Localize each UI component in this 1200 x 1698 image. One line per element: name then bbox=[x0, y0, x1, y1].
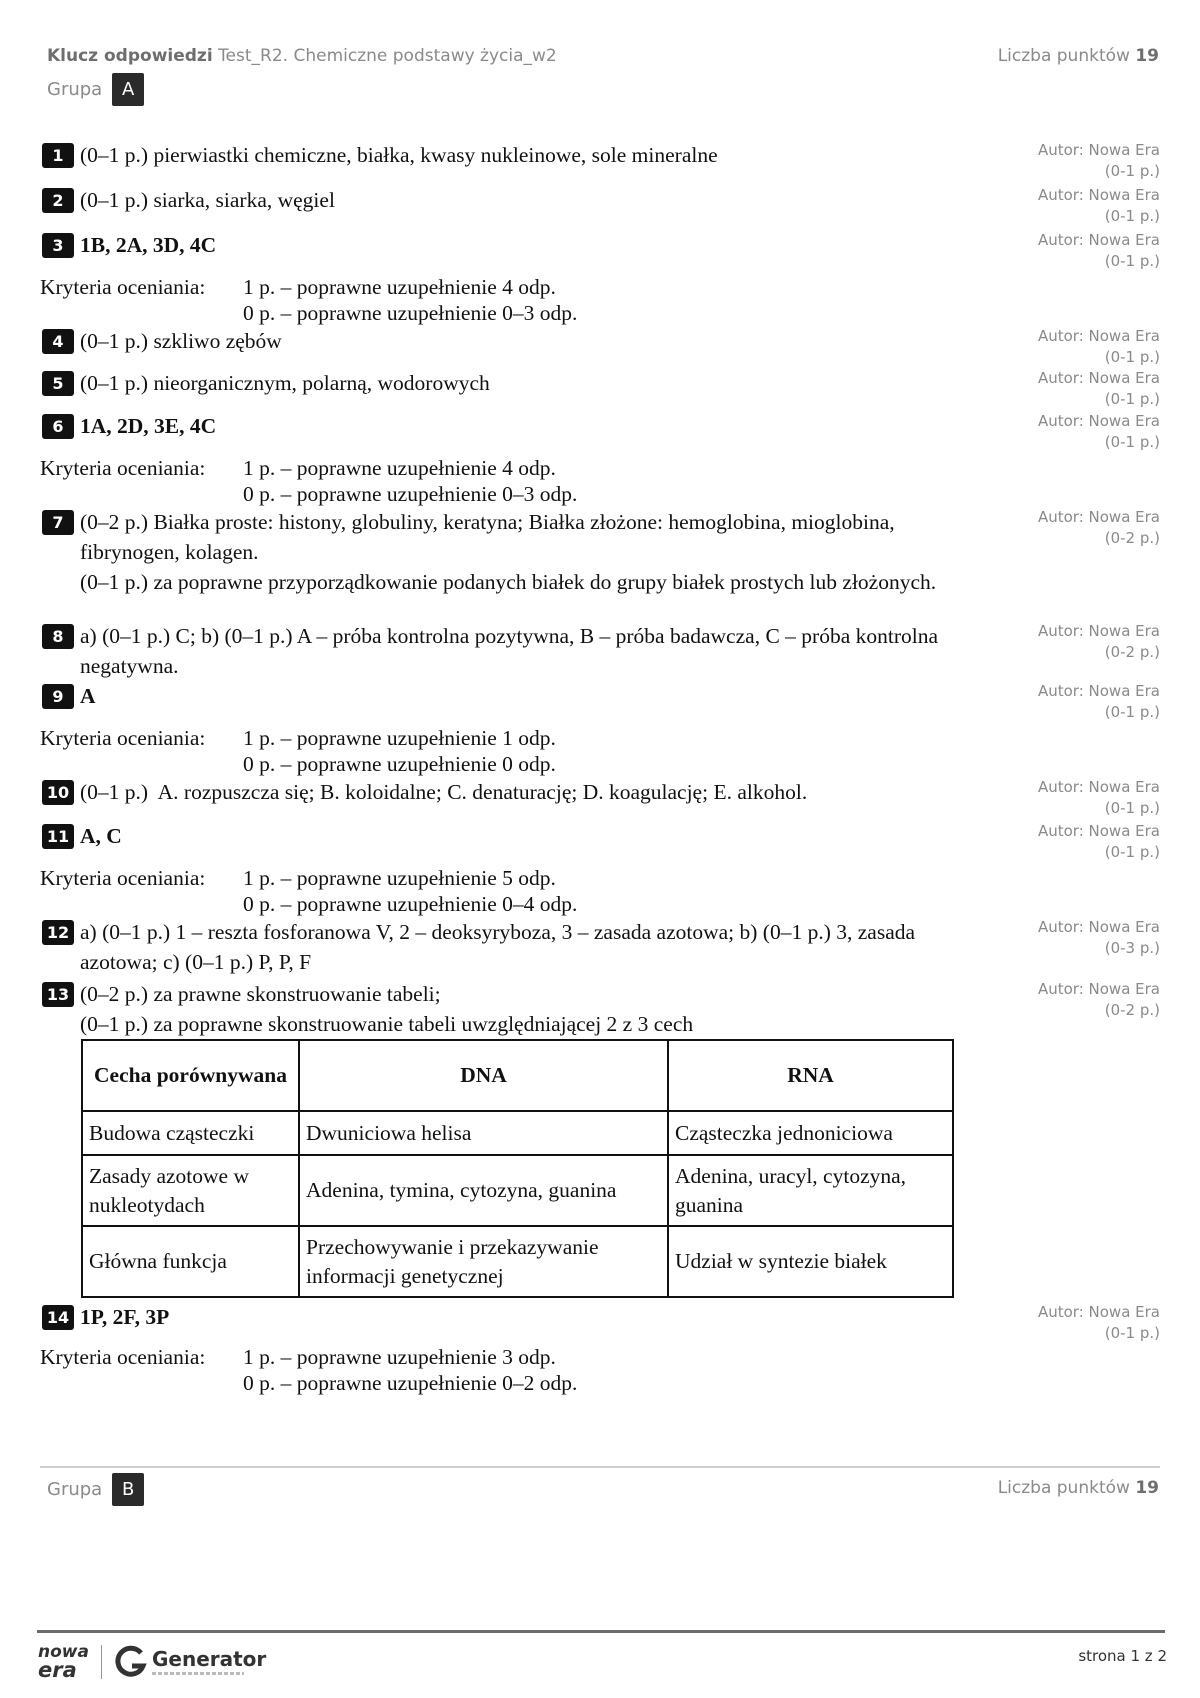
table-cell: Przechowywanie i przekazywanie informacji genetycznej bbox=[299, 1226, 668, 1297]
question-meta bbox=[1038, 1302, 1160, 1344]
author-label: Autor: Nowa Era bbox=[1037, 231, 1160, 249]
question-meta bbox=[1038, 917, 1160, 959]
points-label: (0-1 p.) bbox=[1104, 207, 1160, 225]
table-cell: Zasady azotowe w nukleotydach bbox=[82, 1155, 299, 1226]
grading-criteria bbox=[40, 725, 1160, 777]
criteria-line: 1 p. – poprawne uzupełnienie 3 odp. bbox=[243, 1345, 556, 1369]
answer-text: (0–2 p.) Białka proste: histony, globuliny, keratyna; Białka złożone: hemoglobina, mioglobina, fibrynogen, kolagen. bbox=[80, 510, 895, 564]
grading-criteria bbox=[40, 865, 1160, 917]
answer-text: (0–1 p.) A. rozpuszcza się; B. koloidalne; C. denaturację; D. koagulację; E. alkohol. bbox=[80, 780, 808, 804]
points-label: (0-3 p.) bbox=[1104, 939, 1160, 957]
question-number: 10 bbox=[42, 780, 74, 805]
criteria-line: 0 p. – poprawne uzupełnienie 0–4 odp. bbox=[243, 892, 578, 916]
question-3 bbox=[40, 230, 1160, 274]
question-meta bbox=[1038, 777, 1160, 819]
author-label: Autor: Nowa Era bbox=[1037, 622, 1160, 640]
question-7 bbox=[40, 507, 1160, 621]
question-number: 2 bbox=[42, 188, 74, 213]
question-number: 3 bbox=[42, 233, 74, 258]
table-cell: Udział w syntezie białek bbox=[668, 1226, 953, 1297]
points-label: (0-1 p.) bbox=[1104, 703, 1160, 721]
question-number: 12 bbox=[42, 920, 74, 945]
points-label: (0-1 p.) bbox=[1104, 252, 1160, 270]
author-label: Autor: Nowa Era bbox=[1037, 186, 1160, 204]
group-b-heading bbox=[47, 1473, 144, 1506]
question-number: 8 bbox=[42, 624, 74, 649]
question-13 bbox=[40, 979, 1160, 1039]
points-label: (0-2 p.) bbox=[1104, 529, 1160, 547]
points-label: (0-1 p.) bbox=[1104, 1324, 1160, 1342]
logo-separator bbox=[101, 1645, 102, 1679]
criteria-line: 1 p. – poprawne uzupełnienie 4 odp. bbox=[243, 275, 556, 299]
criteria-line: 1 p. – poprawne uzupełnienie 1 odp. bbox=[243, 726, 556, 750]
question-2 bbox=[40, 185, 1160, 230]
table-header-cell: RNA bbox=[668, 1040, 953, 1111]
table-cell: Dwuniciowa helisa bbox=[299, 1111, 668, 1155]
points-label: (0-1 p.) bbox=[1104, 843, 1160, 861]
question-14 bbox=[40, 1302, 1160, 1344]
question-5 bbox=[40, 368, 1160, 411]
question-11 bbox=[40, 821, 1160, 865]
table-row bbox=[82, 1155, 953, 1226]
question-meta bbox=[1038, 140, 1160, 182]
criteria-label: Kryteria oceniania: bbox=[40, 866, 206, 890]
generator-tagline-bar bbox=[152, 1672, 244, 1675]
table-cell: Adenina, tymina, cytozyna, guanina bbox=[299, 1155, 668, 1226]
table-cell: Główna funkcja bbox=[82, 1226, 299, 1297]
author-label: Autor: Nowa Era bbox=[1037, 141, 1160, 159]
question-6 bbox=[40, 411, 1160, 455]
group-a-badge: A bbox=[112, 73, 144, 106]
table-cell: Budowa cząsteczki bbox=[82, 1111, 299, 1155]
question-number: 1 bbox=[42, 143, 74, 168]
page-number: strona 1 z 2 bbox=[1078, 1647, 1167, 1665]
footer-logos bbox=[38, 1640, 266, 1684]
question-number: 7 bbox=[42, 510, 74, 535]
author-label: Autor: Nowa Era bbox=[1037, 369, 1160, 387]
author-label: Autor: Nowa Era bbox=[1037, 1303, 1160, 1321]
answer-key-content bbox=[40, 140, 1160, 1396]
group-a-label: Grupa bbox=[47, 79, 103, 100]
criteria-label: Kryteria oceniania: bbox=[40, 726, 206, 750]
criteria-line: 0 p. – poprawne uzupełnienie 0–3 odp. bbox=[243, 482, 578, 506]
author-label: Autor: Nowa Era bbox=[1037, 778, 1160, 796]
answer-text: a) (0–1 p.) 1 – reszta fosforanowa V, 2 – deoksyryboza, 3 – zasada azotowa; b) (0–1 p.) 3, zasada azotowa; c) (0–1 p.) P, P, F bbox=[80, 920, 916, 974]
points-label: (0-1 p.) bbox=[1104, 162, 1160, 180]
question-12 bbox=[40, 917, 1160, 979]
question-meta bbox=[1038, 979, 1160, 1021]
criteria-line: 0 p. – poprawne uzupełnienie 0 odp. bbox=[243, 752, 556, 776]
generator-wordmark: Generator bbox=[151, 1647, 267, 1671]
points-label: (0-1 p.) bbox=[1104, 433, 1160, 451]
answer-text: a) (0–1 p.) C; b) (0–1 p.) A – próba kontrolna pozytywna, B – próba badawcza, C – próba kontrolna negatywna. bbox=[80, 624, 939, 678]
grading-criteria bbox=[40, 1344, 1160, 1396]
document-header bbox=[47, 46, 1159, 66]
author-label: Autor: Nowa Era bbox=[1037, 682, 1160, 700]
author-label: Autor: Nowa Era bbox=[1037, 508, 1160, 526]
question-meta bbox=[1038, 326, 1160, 368]
answer-text-note: (0–1 p.) za poprawne przyporządkowanie podanych białek do grupy białek prostych lub złożonych. bbox=[80, 570, 937, 594]
question-number: 13 bbox=[42, 982, 74, 1007]
logo-word-era: era bbox=[38, 1658, 77, 1682]
points-label: Liczba punktów bbox=[997, 1478, 1130, 1498]
table-row bbox=[82, 1226, 953, 1297]
answer-text: 1P, 2F, 3P bbox=[80, 1305, 170, 1329]
question-meta bbox=[1038, 230, 1160, 272]
question-number: 9 bbox=[42, 684, 74, 709]
nowa-era-logo bbox=[38, 1644, 89, 1680]
table-header-cell: DNA bbox=[299, 1040, 668, 1111]
question-meta bbox=[1038, 507, 1160, 549]
question-meta bbox=[1038, 185, 1160, 227]
criteria-line: 1 p. – poprawne uzupełnienie 5 odp. bbox=[243, 866, 556, 890]
question-10 bbox=[40, 777, 1160, 821]
points-label: (0-2 p.) bbox=[1104, 643, 1160, 661]
points-label: (0-1 p.) bbox=[1104, 390, 1160, 408]
answer-text-note: (0–1 p.) za poprawne skonstruowanie tabeli uwzględniającej 2 z 3 cech bbox=[80, 1012, 694, 1036]
question-meta bbox=[1038, 821, 1160, 863]
answer-text: A bbox=[80, 684, 96, 708]
answer-text: (0–1 p.) siarka, siarka, węgiel bbox=[80, 188, 335, 212]
points-label: Liczba punktów bbox=[997, 46, 1130, 66]
question-meta bbox=[1038, 368, 1160, 410]
answer-text: 1B, 2A, 3D, 4C bbox=[80, 233, 217, 257]
group-b-label: Grupa bbox=[47, 1479, 103, 1500]
author-label: Autor: Nowa Era bbox=[1037, 918, 1160, 936]
author-label: Autor: Nowa Era bbox=[1037, 980, 1160, 998]
grading-criteria bbox=[40, 274, 1160, 326]
points-label: (0-2 p.) bbox=[1104, 1001, 1160, 1019]
question-9 bbox=[40, 681, 1160, 725]
logo-word-nowa: nowa bbox=[38, 1642, 89, 1662]
question-meta bbox=[1038, 621, 1160, 663]
criteria-label: Kryteria oceniania: bbox=[40, 456, 206, 480]
grading-criteria bbox=[40, 455, 1160, 507]
criteria-label: Kryteria oceniania: bbox=[40, 275, 206, 299]
question-number: 5 bbox=[42, 371, 74, 396]
answer-text: (0–1 p.) pierwiastki chemiczne, białka, kwasy nukleinowe, sole mineralne bbox=[80, 143, 718, 167]
question-number: 11 bbox=[42, 824, 74, 849]
generator-logo bbox=[152, 1649, 266, 1675]
group-b-points bbox=[998, 1478, 1159, 1498]
author-label: Autor: Nowa Era bbox=[1037, 327, 1160, 345]
criteria-line: 0 p. – poprawne uzupełnienie 0–2 odp. bbox=[243, 1371, 578, 1395]
group-b-badge: B bbox=[112, 1473, 144, 1506]
author-label: Autor: Nowa Era bbox=[1037, 412, 1160, 430]
table-cell: Adenina, uracyl, cytozyna, guanina bbox=[668, 1155, 953, 1226]
points-value: 19 bbox=[1135, 1478, 1159, 1498]
author-label: Autor: Nowa Era bbox=[1037, 822, 1160, 840]
points-summary bbox=[998, 46, 1159, 66]
group-a-heading bbox=[47, 73, 144, 106]
question-meta bbox=[1038, 411, 1160, 453]
criteria-label: Kryteria oceniania: bbox=[40, 1345, 206, 1369]
answer-text: (0–2 p.) za prawne skonstruowanie tabeli; bbox=[80, 982, 441, 1006]
answer-text: 1A, 2D, 3E, 4C bbox=[80, 414, 217, 438]
section-divider bbox=[40, 1466, 1160, 1468]
answer-text: A, C bbox=[80, 824, 122, 848]
generator-g-icon bbox=[114, 1644, 148, 1680]
question-number: 4 bbox=[42, 329, 74, 354]
criteria-line: 0 p. – poprawne uzupełnienie 0–3 odp. bbox=[243, 301, 578, 325]
question-meta bbox=[1038, 681, 1160, 723]
question-number: 14 bbox=[42, 1305, 74, 1330]
table-header-row bbox=[82, 1040, 953, 1111]
doc-title: Test_R2. Chemiczne podstawy życia_w2 bbox=[218, 46, 557, 66]
points-label: (0-1 p.) bbox=[1104, 348, 1160, 366]
doc-label: Klucz odpowiedzi bbox=[47, 46, 213, 66]
answer-text: (0–1 p.) nieorganicznym, polarną, wodorowych bbox=[80, 371, 490, 395]
points-value: 19 bbox=[1135, 46, 1159, 66]
question-8 bbox=[40, 621, 1160, 681]
table-header-cell: Cecha porównywana bbox=[82, 1040, 299, 1111]
table-row bbox=[82, 1111, 953, 1155]
points-label: (0-1 p.) bbox=[1104, 799, 1160, 817]
answer-text: (0–1 p.) szkliwo zębów bbox=[80, 329, 282, 353]
question-number: 6 bbox=[42, 414, 74, 439]
comparison-table bbox=[81, 1039, 954, 1298]
question-4 bbox=[40, 326, 1160, 368]
table-cell: Cząsteczka jednoniciowa bbox=[668, 1111, 953, 1155]
criteria-line: 1 p. – poprawne uzupełnienie 4 odp. bbox=[243, 456, 556, 480]
question-1 bbox=[40, 140, 1160, 185]
footer-divider bbox=[37, 1630, 1165, 1633]
